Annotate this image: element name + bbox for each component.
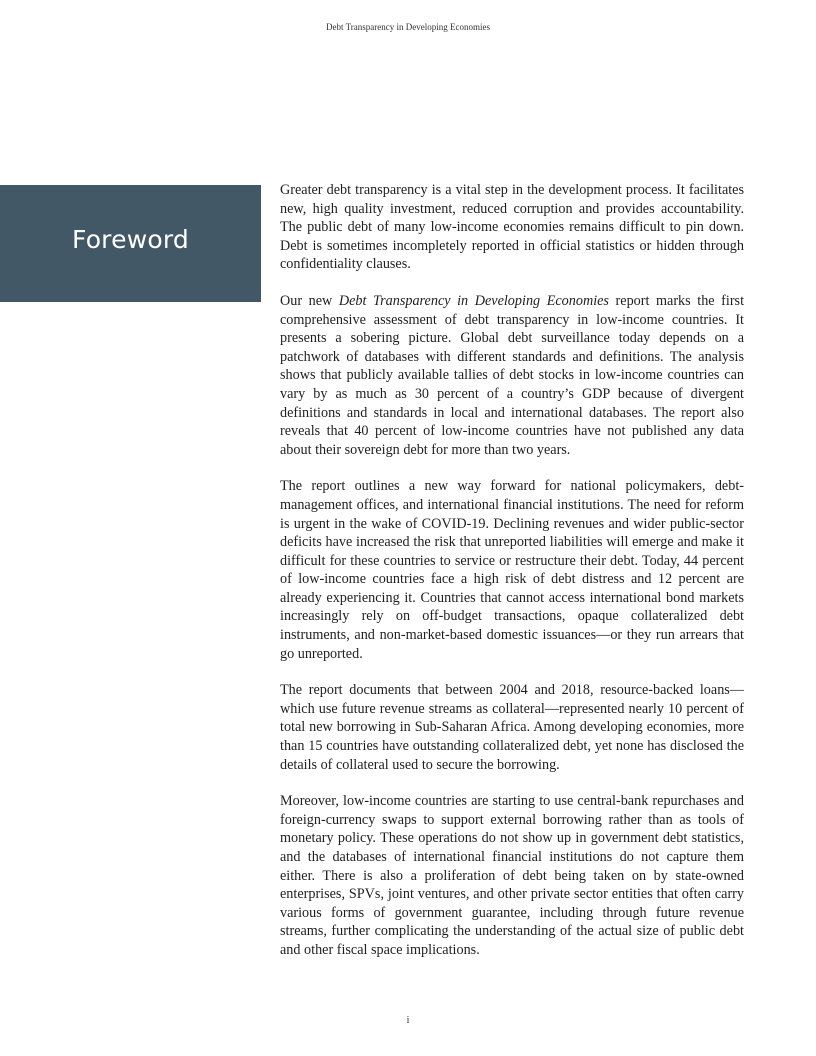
paragraph: Moreover, low-income countries are starting to use central-bank repurchases and foreign-currency swaps to support external borrowing rather than as tools of monetary policy. These operations do not show up in government debt statistics, and the databases of international financial institutions do not capture them either. There is also a proliferation of debt being taken on by state-owned enterprises, SPVs, joint ventures, and other private sector entities that often carry various forms of government guarantee, including through future revenue streams, further complicating the understanding of the actual size of public debt and other fiscal space implications. (280, 793, 744, 958)
section-title-band (0, 185, 261, 302)
foreword-body (280, 181, 744, 978)
paragraph-lead: Our new (280, 292, 339, 309)
paragraph: Greater debt transparency is a vital step in the development process. It facilitates new, high quality investment, reduced corruption and provides accountability. The public debt of many low-income economies remains difficult to pin down. Debt is sometimes incompletely reported in official statistics or hidden through confidentiality clauses. (280, 182, 744, 273)
paragraph: The report documents that between 2004 and 2018, resource-backed loans—which use future revenue streams as collateral—represented nearly 10 percent of total new borrowing in Sub-Saharan Africa. Among developing economies, more than 15 countries have outstanding collateralized debt, yet none has disclosed the details of collateral used to secure the borrowing. (280, 682, 744, 773)
paragraph (280, 292, 744, 459)
section-title: Foreword (72, 225, 189, 254)
paragraph-rest: report marks the first comprehensive assessment of debt transparency in low-income countries. It presents a sobering picture. Global debt surveillance today depends on a patchwork of databases with different standards and definitions. The analysis shows that publicly available tallies of debt stocks in low-income countries can vary by as much as 30 percent of a country’s GDP because of divergent definitions and standards in local and international databases. The report also reveals that 40 percent of low-income countries have not published any data about their sovereign debt for more than two years. (280, 292, 745, 458)
page-number: i (406, 1015, 410, 1026)
report-title: Debt Transparency in Developing Economies (338, 292, 609, 309)
running-header: Debt Transparency in Developing Economies (326, 22, 490, 32)
paragraph: The report outlines a new way forward for national policymakers, debt-management offices, and international financial institutions. The need for reform is urgent in the wake of COVID-19. Declining revenues and wider public-sector deficits have increased the risk that unreported liabilities will emerge and make it difficult for these countries to service or restructure their debt. Today, 44 percent of low-income countries face a high risk of debt distress and 12 percent are already experiencing it. Countries that cannot access international bond markets increasingly rely on off-budget transactions, opaque collateralized debt instruments, and non-market-based domestic issuances—or they run arrears that go unreported. (280, 478, 744, 662)
